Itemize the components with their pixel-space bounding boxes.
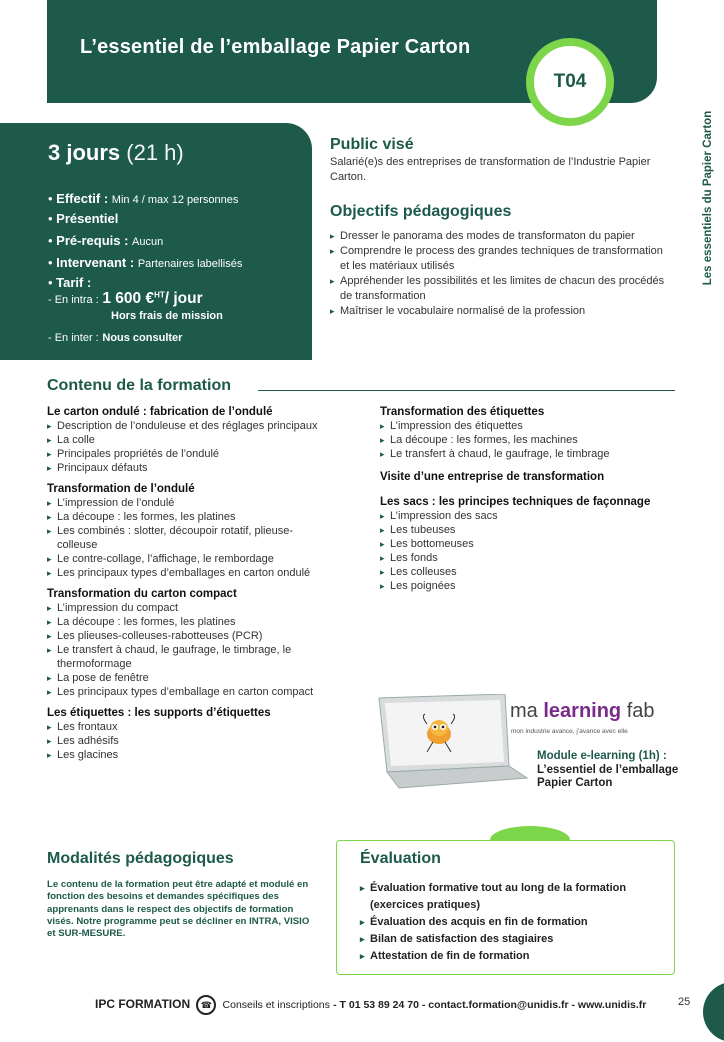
list-item: ▸ L’impression du compact bbox=[47, 601, 327, 615]
list-item: ▸ Les glacines bbox=[47, 748, 327, 762]
list-item: ▸ La découpe : les formes, les platines bbox=[47, 510, 327, 524]
contenu-title: Contenu de la formation bbox=[47, 377, 231, 394]
list-item: ▸ Principaux défauts bbox=[47, 461, 327, 475]
list-item: ▸ Bilan de satisfaction des stagiaires bbox=[360, 931, 660, 948]
list-item: ▸ Les colleuses bbox=[380, 565, 665, 579]
list-item: ▸ Les adhésifs bbox=[47, 734, 327, 748]
list-item: ▸ La découpe : les formes, les platines bbox=[47, 615, 327, 629]
list-item: ▸ Le transfert à chaud, le gaufrage, le timbrage bbox=[380, 447, 665, 461]
module-title: Module e-learning (1h) : bbox=[537, 750, 667, 762]
list-item: ▸ Principales propriétés de l’ondulé bbox=[47, 447, 327, 461]
phone-icon: ☎ bbox=[196, 995, 216, 1015]
duration: 3 jours (21 h) bbox=[48, 140, 184, 165]
list-item: ▸ Appréhender les possibilités et les limites de chacun des procédés de transformation bbox=[330, 274, 675, 304]
public-title: Public visé bbox=[330, 136, 414, 153]
list-item: ▸ Description de l’onduleuse et des réglages principaux bbox=[47, 419, 327, 433]
list-item: ▸ Les principaux types d’emballages en carton ondulé bbox=[47, 566, 327, 580]
mlf-logo: ma learning fab bbox=[510, 700, 655, 722]
course-code-badge: T04 bbox=[526, 38, 614, 126]
list-item: ▸ Les combinés : slotter, découpoir rotatif, plieuse-colleuse bbox=[47, 524, 327, 552]
section-title: Transformation de l’ondulé bbox=[47, 483, 195, 495]
list-item: ▸ Maîtriser le vocabulaire normalisé de la profession bbox=[330, 304, 675, 319]
list-item: ▸ Les fonds bbox=[380, 551, 665, 565]
list-item: ▸ Évaluation formative tout au long de la formation (exercices pratiques) bbox=[360, 880, 660, 914]
list-item: ▸ Le transfert à chaud, le gaufrage, le timbrage, le thermoformage bbox=[47, 643, 327, 671]
footer: IPC FORMATION ☎ Conseils et inscriptions - T 01 53 89 24 70 - contact.formation@unidis.fr - www.unidis.fr bbox=[95, 995, 646, 1015]
mlf-tagline: mon industrie avance, j’avance avec elle bbox=[511, 728, 628, 735]
list-item: ▸ L’impression des étiquettes bbox=[380, 419, 665, 433]
presentiel-line: • Présentiel bbox=[48, 211, 119, 226]
public-text: Salarié(e)s des entreprises de transformation de l’Industrie Papier Carton. bbox=[330, 156, 651, 183]
tarif-line: • Tarif : bbox=[48, 275, 92, 290]
list-item: ▸ Comprendre le process des grandes techniques de transformation et les matériaux utilisés bbox=[330, 244, 675, 274]
section-title: Le carton ondulé : fabrication de l’ondulé bbox=[47, 406, 273, 418]
section-title: Transformation des étiquettes bbox=[380, 406, 545, 418]
list-item: ▸ Les principaux types d’emballage en carton compact bbox=[47, 685, 327, 699]
intra-price-line: - En intra : 1 600 €$^{HT}$/ jour bbox=[48, 290, 203, 307]
intervenant-line: • Intervenant : Partenaires labellisés bbox=[48, 255, 243, 270]
list-item: ▸ Les bottomeuses bbox=[380, 537, 665, 551]
list-item: ▸ L’impression des sacs bbox=[380, 509, 665, 523]
module-text: L’essentiel de l’emballage Papier Carton bbox=[537, 764, 679, 789]
modalites-text: Le contenu de la formation peut être adapté et modulé en fonction des besoins et demandes spécifiques des apprenants dans le respect des objectifs de formation visés. Notre programme peut se décliner en INTRA, VISIO et SUR-MESURE. bbox=[47, 879, 310, 940]
contenu-right-column bbox=[380, 405, 665, 593]
page-number: 25 bbox=[678, 996, 691, 1008]
list-item: ▸ Attestation de fin de formation bbox=[360, 948, 660, 965]
objectifs-list bbox=[330, 229, 675, 319]
list-item: ▸ Dresser le panorama des modes de transformaton du papier bbox=[330, 229, 675, 244]
effectif-line: • Effectif : Min 4 / max 12 personnes bbox=[48, 191, 239, 206]
list-item: ▸ Évaluation des acquis en fin de formation bbox=[360, 914, 660, 931]
section-title: Transformation du carton compact bbox=[47, 588, 237, 600]
section-title: Les sacs : les principes techniques de façonnage bbox=[380, 496, 651, 508]
list-item: ▸ La découpe : les formes, les machines bbox=[380, 433, 665, 447]
contenu-left-column bbox=[47, 405, 327, 762]
list-item: ▸ Les frontaux bbox=[47, 720, 327, 734]
list-item: ▸ Les plieuses-colleuses-rabotteuses (PCR) bbox=[47, 629, 327, 643]
page-title: L’essentiel de l’emballage Papier Carton bbox=[80, 36, 471, 58]
intra-note: Hors frais de mission bbox=[111, 310, 223, 322]
contenu-rule bbox=[258, 390, 675, 391]
corner-decoration bbox=[703, 982, 724, 1042]
evaluation-title: Évaluation bbox=[360, 850, 441, 867]
list-item: ▸ Le contre-collage, l’affichage, le rembordage bbox=[47, 552, 327, 566]
list-item: ▸ La pose de fenêtre bbox=[47, 671, 327, 685]
list-item: ▸ La colle bbox=[47, 433, 327, 447]
section-title: Les étiquettes : les supports d’étiquettes bbox=[47, 707, 271, 719]
laptop-illustration bbox=[377, 694, 529, 789]
objectifs-title: Objectifs pédagogiques bbox=[330, 203, 512, 220]
list-item: ▸ L’impression de l’ondulé bbox=[47, 496, 327, 510]
inter-line: - En inter : Nous consulter bbox=[48, 332, 183, 344]
section-title: Visite d’une entreprise de transformation bbox=[380, 471, 605, 483]
modalites-title: Modalités pédagogiques bbox=[47, 850, 234, 867]
prerequis-line: • Pré-requis : Aucun bbox=[48, 233, 164, 248]
sidebar-vertical-label: Les essentiels du Papier Carton bbox=[702, 110, 714, 285]
list-item: ▸ Les poignées bbox=[380, 579, 665, 593]
list-item: ▸ Les tubeuses bbox=[380, 523, 665, 537]
evaluation-list bbox=[360, 880, 660, 965]
